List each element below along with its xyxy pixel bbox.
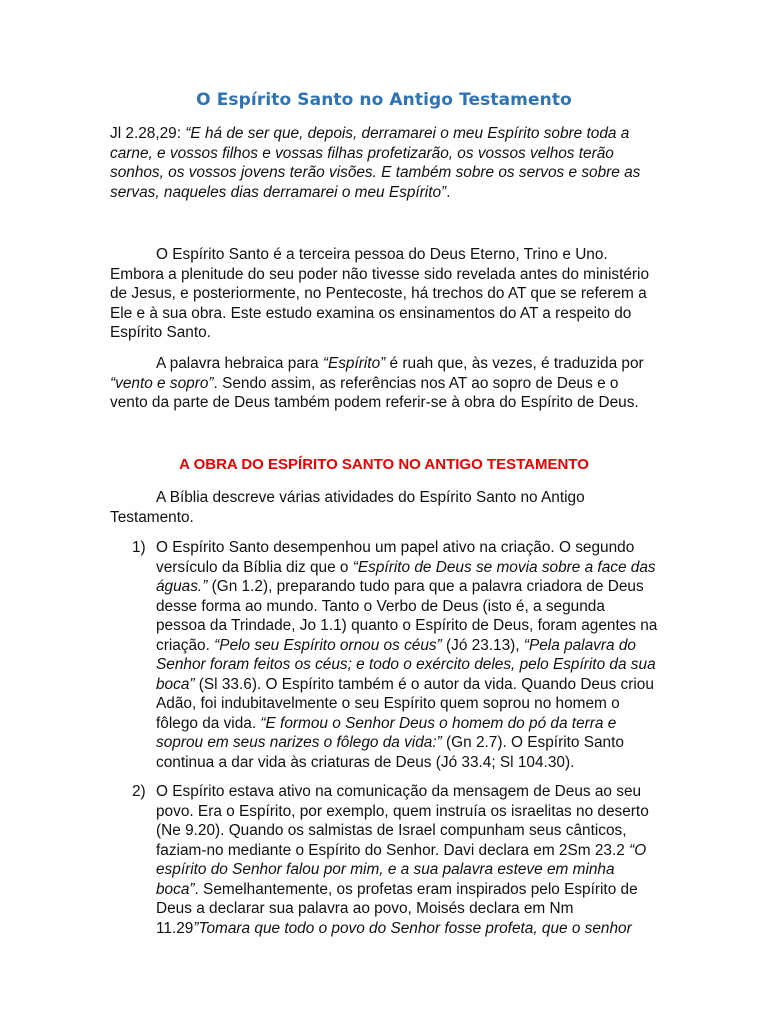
list-item-number: 1) (132, 539, 146, 556)
section-lead-paragraph (110, 488, 658, 527)
list-item-quote: “Pelo seu Espírito ornou os céus” (214, 636, 442, 654)
intro-text-2c: . Sendo assim, as referências nos AT ao sopro de Deus e o vento da parte de Deus também podem referir-se à obra do Espírito de Deus. (110, 374, 639, 411)
intro-text-2a: A palavra hebraica para (156, 355, 323, 372)
list-item (110, 782, 658, 938)
page-title: O Espírito Santo no Antigo Testamento (196, 90, 572, 110)
list-item (110, 538, 658, 772)
intro-italic-vento: “vento e sopro” (110, 374, 214, 392)
intro-italic-espirito: “Espírito” (322, 355, 386, 372)
list-item-quote: “Espírito de Deus se movia sobre a face das águas.” (156, 558, 656, 595)
list-item-number: 2) (132, 783, 146, 800)
list-item-text: (Jó 23.13), (441, 636, 524, 654)
intro-paragraph-1 (110, 245, 658, 343)
epigraph-quote: “E há de ser que, depois, derramarei o meu Espírito sobre toda a carne, e vossos filhos e vossas filhas profetizarão, os vossos velhos terão sonhos, os vossos jovens terão visões. E também sobre os servos e sobre as servas, naqueles dias derramarei o meu Espírito” (110, 125, 641, 201)
list-item-quote: “E formou o Senhor Deus o homem do pó da terra e soprou em seus narizes o fôlego da vida:” (156, 714, 617, 751)
intro-text-2b: é ruah que, às vezes, é traduzida por (385, 355, 644, 372)
list-item-quote: “Pela palavra do Senhor foram feitos os céus; e todo o exército deles, pelo Espírito da sua boca” (156, 636, 656, 693)
list-item-quote: ”Tomara que todo o povo do Senhor fosse profeta, que o senhor (193, 919, 632, 937)
list-item-text: (Sl 33.6). O Espírito também é o autor da vida. Quando Deus criou Adão, foi indubitavelmente o seu Espírito quem soprou no homem o fôlego da vida. (156, 675, 654, 732)
list-item-text: . Semelhantemente, os profetas eram inspirados pelo Espírito de Deus a declarar sua palavra ao povo, Moisés declara em Nm 11.29 (156, 880, 638, 937)
list-item-text: (Gn 1.2), preparando tudo para que a palavra criadora de Deus desse forma ao mundo. Tanto o Verbo de Deus (isto é, a segunda pessoa da Trindade, Jo 1.1) quanto o Espírito de Deus, foram agentes na criação. (156, 578, 658, 654)
intro-text-1: O Espírito Santo é a terceira pessoa do Deus Eterno, Trino e Uno. Embora a plenitude do seu poder não tivesse sido revelada antes do ministério de Jesus, e posteriormente, no Pentecoste, há trechos do AT que se referem a Ele e à sua obra. Este estudo examina os ensinamentos do AT a respeito do Espírito Santo. (110, 246, 650, 341)
epigraph-reference: Jl 2.28,29: (110, 125, 186, 142)
list-item-text: O Espírito estava ativo na comunicação da mensagem de Deus ao seu povo. Era o Espírito, por exemplo, quem instruía os israelitas no deserto (Ne 9.20). Quando os salmistas de Israel compunham seus cânticos, faziam-no mediante o Espírito do Senhor. Davi declara em 2Sm 23.2 (156, 783, 649, 859)
intro-paragraph-2 (110, 354, 658, 413)
epigraph-paragraph (110, 124, 658, 202)
section-lead-text: A Bíblia descreve várias atividades do Espírito Santo no Antigo Testamento. (110, 489, 585, 526)
section-heading: A OBRA DO ESPÍRITO SANTO NO ANTIGO TESTAMENTO (179, 456, 589, 473)
numbered-list (110, 538, 658, 938)
list-item-quote: “O espírito do Senhor falou por mim, e a sua palavra esteve em minha boca” (156, 841, 647, 898)
epigraph-end: . (446, 183, 451, 201)
list-item-text: (Gn 2.7). O Espírito Santo continua a dar vida às criaturas de Deus (Jó 33.4; Sl 104.30). (156, 734, 624, 771)
list-item-text: O Espírito Santo desempenhou um papel ativo na criação. O segundo versículo da Bíblia diz que o (156, 539, 635, 576)
